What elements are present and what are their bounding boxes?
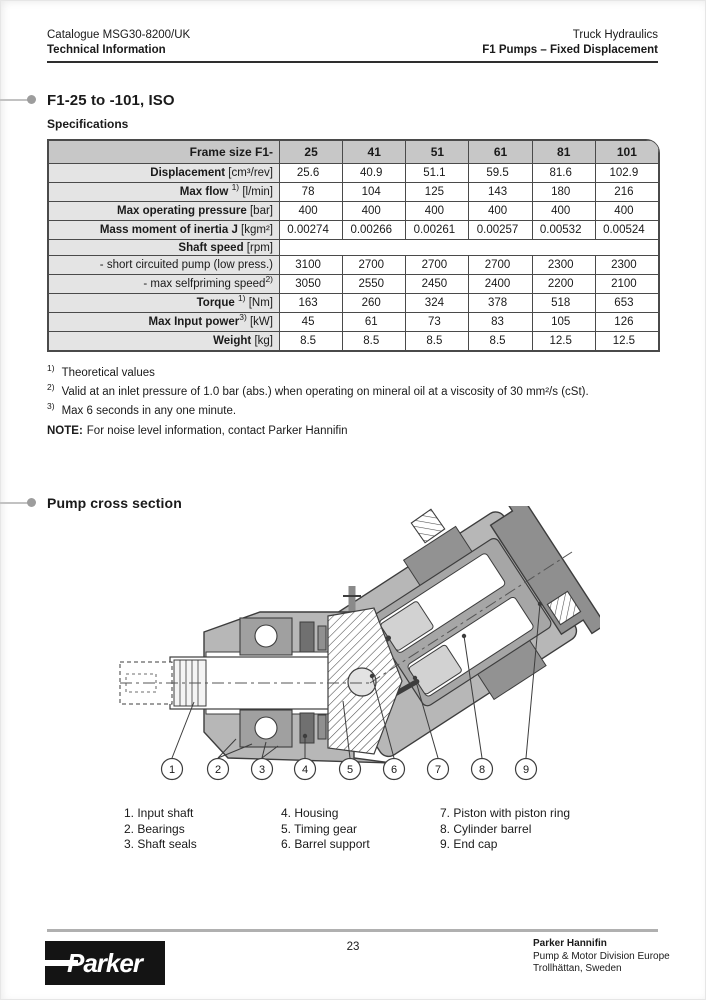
row-label: Displacement [cm³/rev] [49, 164, 280, 183]
value-cell: 59.5 [469, 164, 532, 183]
value-cell: 125 [406, 183, 469, 202]
callout-1 [162, 759, 183, 780]
bearing-lower [240, 710, 292, 747]
section-marker-line [0, 99, 29, 101]
footnote: $^{2)}$ Valid at an inlet pressure of 1.0 bar (abs.) when operating on mineral oil at a viscosity of 30 mm²/s (cSt). [47, 382, 589, 398]
callout-2 [208, 759, 229, 780]
value-cell: 400 [343, 202, 406, 221]
value-cell: 73 [406, 313, 469, 332]
subsection-title: Specifications [47, 117, 129, 131]
value-cell: 25.6 [280, 164, 343, 183]
spec-table-row [49, 294, 659, 313]
value-cell: 0.00524 [595, 221, 658, 240]
value-cell: 0.00261 [406, 221, 469, 240]
legend-column [440, 806, 610, 853]
section-title-cross-section: Pump cross section [47, 495, 182, 511]
note-label: NOTE: [47, 425, 83, 437]
footnote: $^{3)}$ Max 6 seconds in any one minute. [47, 401, 237, 417]
svg-text:2: 2 [214, 764, 222, 776]
shaft-seal [300, 622, 314, 652]
value-cell: 180 [532, 183, 595, 202]
callout-4 [295, 759, 316, 780]
value-cell: 400 [406, 202, 469, 221]
row-label: - max selfpriming speed$^{2)}$ [49, 275, 280, 294]
frame-size-101: 101 [595, 141, 658, 164]
section-marker-line [0, 502, 29, 504]
value-cell: 0.00257 [469, 221, 532, 240]
shaft-seal [318, 715, 326, 739]
value-cell: 105 [532, 313, 595, 332]
company-name: Parker Hannifin [533, 938, 607, 949]
legend-item: 8. Cylinder barrel [440, 821, 532, 836]
header-left [47, 28, 190, 58]
value-cell: 143 [469, 183, 532, 202]
value-cell: 2450 [406, 275, 469, 294]
callout-8 [472, 759, 493, 780]
value-cell: 2300 [532, 256, 595, 275]
value-cell: 2700 [343, 256, 406, 275]
value-cell: 12.5 [532, 332, 595, 351]
value-cell: 163 [280, 294, 343, 313]
product-family: Truck Hydraulics [572, 29, 658, 41]
callout-7 [428, 759, 449, 780]
value-cell: 51.1 [406, 164, 469, 183]
row-label: Max Input power$^{3)}$ [kW] [49, 313, 280, 332]
spec-table-row [49, 332, 659, 351]
parker-logo-text: Parker [67, 948, 142, 978]
parts-legend [124, 806, 610, 853]
footnote: $^{1)}$ Theoretical values [47, 363, 155, 379]
row-label: Weight [kg] [49, 332, 280, 351]
product-line: F1 Pumps – Fixed Displacement [482, 44, 658, 56]
catalogue-number: Catalogue MSG30-8200/UK [47, 29, 191, 41]
header-right [482, 28, 658, 58]
value-cell: 518 [532, 294, 595, 313]
value-cell: 40.9 [343, 164, 406, 183]
legend-column [124, 806, 281, 853]
value-cell: 216 [595, 183, 658, 202]
section-title-specifications: F1-25 to -101, ISO [47, 92, 175, 109]
value-cell: 0.00532 [532, 221, 595, 240]
division: Pump & Motor Division Europe [533, 950, 670, 962]
row-label: Max flow $^{1)}$ [l/min] [49, 183, 280, 202]
value-cell: 2200 [532, 275, 595, 294]
value-cell: 400 [280, 202, 343, 221]
spec-table [47, 139, 660, 352]
value-cell: 0.00266 [343, 221, 406, 240]
svg-text:1: 1 [168, 764, 176, 776]
value-cell: 2300 [595, 256, 658, 275]
svg-text:5: 5 [346, 764, 354, 776]
callout-3 [252, 759, 273, 780]
value-cell: 61 [343, 313, 406, 332]
frame-size-51: 51 [406, 141, 469, 164]
parker-logo [45, 941, 165, 985]
callout-6 [384, 759, 405, 780]
pump-cross-section-drawing [112, 506, 600, 791]
spec-table-row [49, 183, 659, 202]
value-cell: 83 [469, 313, 532, 332]
spec-table-row [49, 240, 659, 256]
value-cell: 81.6 [532, 164, 595, 183]
frame-size-header: Frame size F1- [49, 141, 280, 164]
section-marker-dot [27, 95, 36, 104]
row-label: - short circuited pump (low press.) [49, 256, 280, 275]
svg-text:9: 9 [522, 764, 530, 776]
legend-item: 9. End cap [440, 837, 498, 851]
bearing-upper [240, 618, 292, 655]
value-cell: 324 [406, 294, 469, 313]
shaft-seal [318, 626, 326, 650]
value-cell: 400 [469, 202, 532, 221]
legend-column [281, 806, 440, 853]
document-header [47, 28, 658, 58]
document-type: Technical Information [47, 44, 166, 56]
page-number: 23 [346, 941, 360, 953]
legend-item: 4. Housing [281, 806, 339, 820]
svg-text:3: 3 [258, 764, 266, 776]
value-cell: 0.00274 [280, 221, 343, 240]
value-cell: 126 [595, 313, 658, 332]
row-label: Mass moment of inertia J [kgm²] [49, 221, 280, 240]
row-label: Shaft speed [rpm] [49, 240, 280, 256]
value-cell: 3050 [280, 275, 343, 294]
section-marker-dot [27, 498, 36, 507]
legend-item: 1. Input shaft [124, 806, 194, 820]
value-cell: 78 [280, 183, 343, 202]
frame-size-81: 81 [532, 141, 595, 164]
value-cell: 260 [343, 294, 406, 313]
svg-text:4: 4 [301, 764, 309, 776]
footnotes [47, 363, 658, 423]
frame-size-41: 41 [343, 141, 406, 164]
value-cell: 3100 [280, 256, 343, 275]
spec-table-row [49, 275, 659, 294]
value-cell: 102.9 [595, 164, 658, 183]
note-line [47, 425, 348, 437]
value-cell: 653 [595, 294, 658, 313]
location: Trollhättan, Sweden [533, 963, 622, 974]
spec-table-row [49, 221, 659, 240]
value-cell: 12.5 [595, 332, 658, 351]
footer-rule [47, 929, 658, 932]
value-cell: 378 [469, 294, 532, 313]
note-text: For noise level information, contact Parker Hannifin [86, 425, 348, 437]
callout-9 [516, 759, 537, 780]
value-cell: 2700 [469, 256, 532, 275]
spec-table-body [49, 164, 659, 351]
value-cell: 8.5 [469, 332, 532, 351]
row-label: Torque $^{1)}$ [Nm] [49, 294, 280, 313]
value-cell: 2550 [343, 275, 406, 294]
value-cell: 2400 [469, 275, 532, 294]
value-cell: 400 [595, 202, 658, 221]
frame-size-61: 61 [469, 141, 532, 164]
svg-text:6: 6 [390, 764, 398, 776]
footer-address [533, 938, 670, 976]
value-cell: 400 [532, 202, 595, 221]
table-header-row [49, 141, 659, 164]
callout-5 [340, 759, 361, 780]
value-cell: 8.5 [280, 332, 343, 351]
empty-span-cell [280, 240, 659, 256]
value-cell: 104 [343, 183, 406, 202]
shaft-seal [300, 713, 314, 743]
legend-item: 2. Bearings [124, 821, 185, 836]
header-rule [47, 61, 658, 63]
spec-table-row [49, 313, 659, 332]
spec-table-row [49, 202, 659, 221]
svg-text:8: 8 [478, 764, 486, 776]
value-cell: 8.5 [343, 332, 406, 351]
legend-item: 5. Timing gear [281, 821, 358, 836]
spec-table-row [49, 164, 659, 183]
spec-table-row [49, 256, 659, 275]
value-cell: 8.5 [406, 332, 469, 351]
value-cell: 45 [280, 313, 343, 332]
value-cell: 2100 [595, 275, 658, 294]
legend-item: 3. Shaft seals [124, 837, 197, 851]
svg-text:7: 7 [434, 764, 442, 776]
legend-item: 7. Piston with piston ring [440, 806, 571, 820]
value-cell: 2700 [406, 256, 469, 275]
row-label: Max operating pressure [bar] [49, 202, 280, 221]
legend-item: 6. Barrel support [281, 837, 370, 851]
frame-size-25: 25 [280, 141, 343, 164]
